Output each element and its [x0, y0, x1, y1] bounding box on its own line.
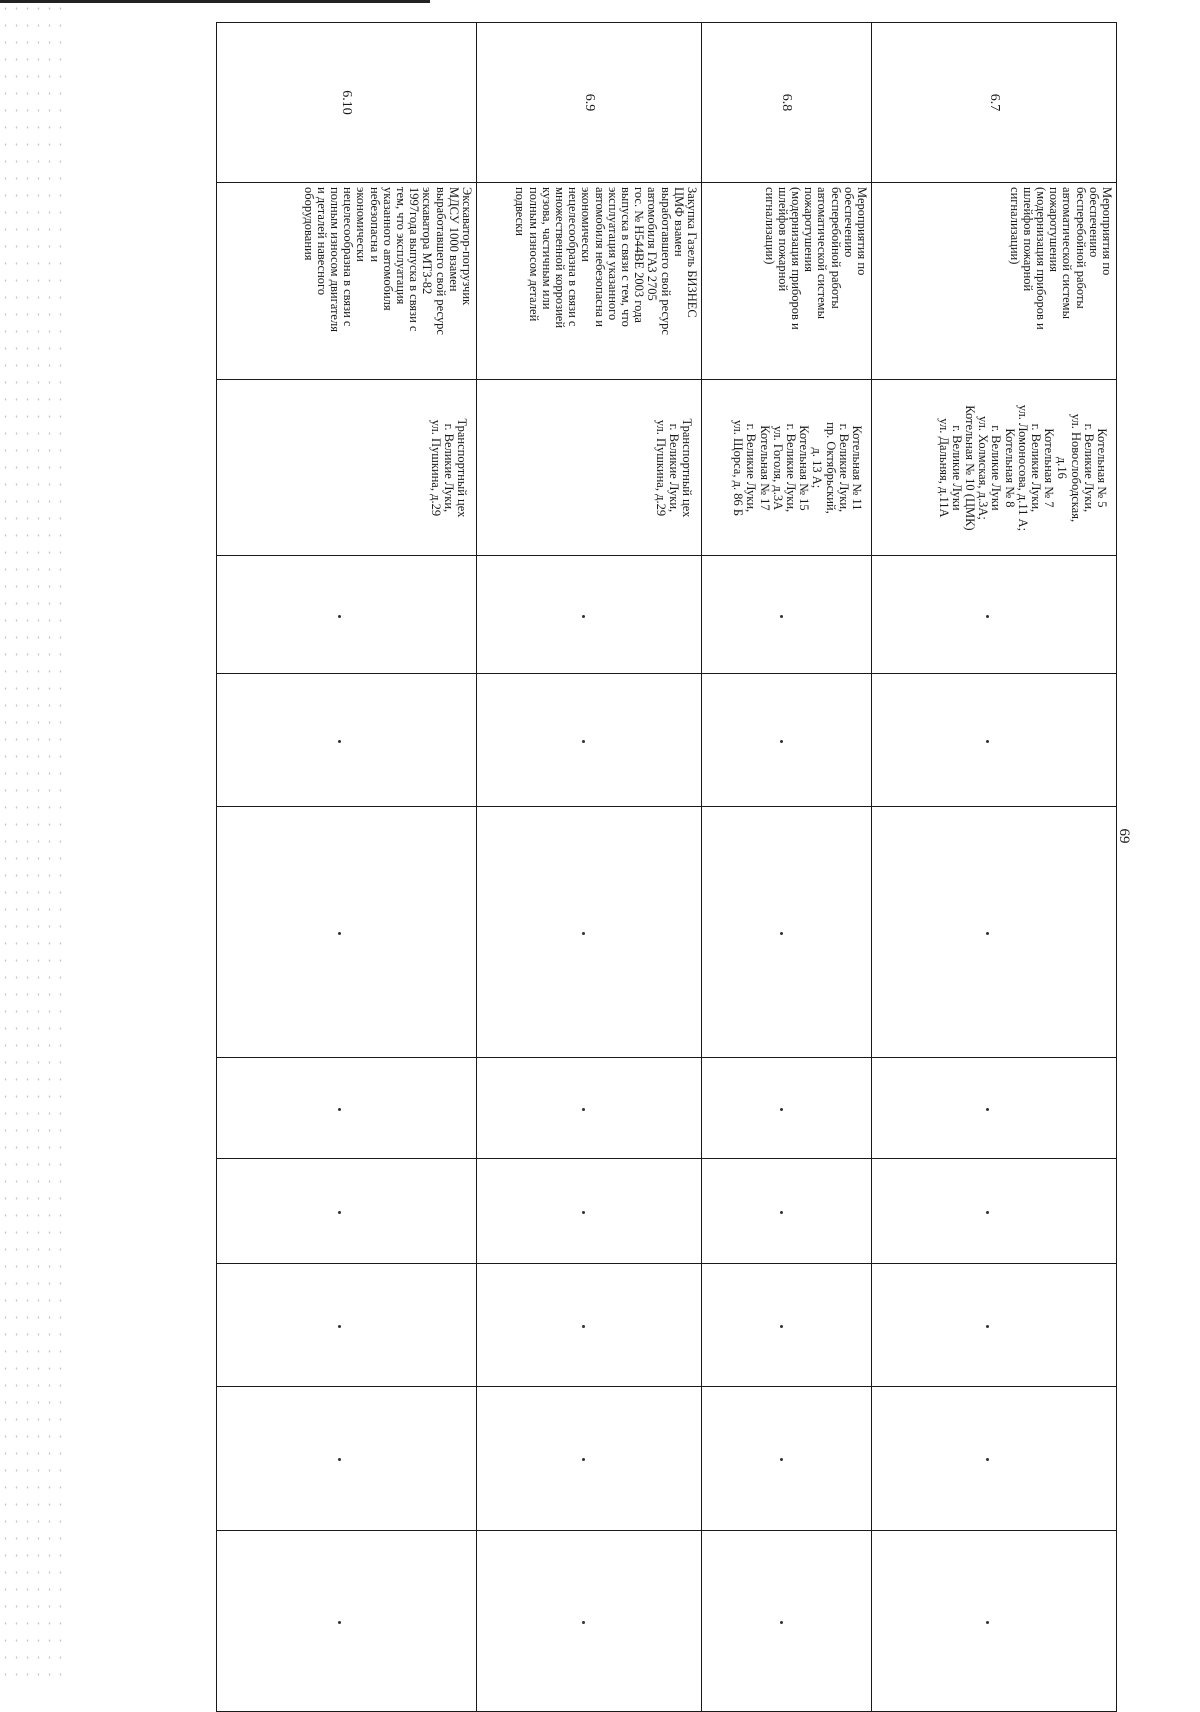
- empty-cell: [217, 807, 477, 1058]
- empty-cell: [872, 1159, 1117, 1264]
- empty-cell: [477, 1263, 702, 1386]
- empty-cell: [872, 556, 1117, 673]
- scan-edge-line: [0, 0, 430, 3]
- empty-cell: [702, 1263, 872, 1386]
- empty-cell: [872, 1386, 1117, 1530]
- empty-cell: [477, 1386, 702, 1530]
- empty-cell: [872, 673, 1117, 806]
- table-row: [217, 23, 477, 1712]
- empty-cell: [702, 1386, 872, 1530]
- scan-noise: [0, 0, 70, 1686]
- row-number: 6.9: [477, 23, 702, 183]
- empty-cell: [477, 1159, 702, 1264]
- object-address: Котельная № 11 г. Великие Луки, пр. Октябрьский, д. 13 А; Котельная № 15 г. Великие Луки, ул. Гоголя, д.3А Котельная № 17 г. Великие Луки, ул. Щорса, д. 86 Б: [702, 380, 872, 556]
- table-row: [477, 23, 702, 1712]
- empty-cell: [702, 807, 872, 1058]
- empty-cell: [217, 556, 477, 673]
- empty-cell: [872, 1057, 1117, 1158]
- object-address: Транспортный цех г. Великие Луки, ул. Пушкина, д.29: [477, 380, 702, 556]
- empty-cell: [477, 1057, 702, 1158]
- empty-cell: [702, 556, 872, 673]
- measures-table: [216, 22, 1117, 1712]
- object-address: Транспортный цех г. Великие Луки, ул. Пушкина, д.29: [217, 380, 477, 556]
- empty-cell: [477, 673, 702, 806]
- empty-cell: [217, 673, 477, 806]
- empty-cell: [217, 1263, 477, 1386]
- page-number: 69: [1116, 828, 1132, 844]
- empty-cell: [702, 1057, 872, 1158]
- empty-cell: [872, 1530, 1117, 1711]
- empty-cell: [702, 1159, 872, 1264]
- rotated-page: [217, 22, 1117, 1712]
- empty-cell: [477, 556, 702, 673]
- empty-cell: [217, 1159, 477, 1264]
- empty-cell: [217, 1057, 477, 1158]
- empty-cell: [872, 1263, 1117, 1386]
- measure-description: Мероприятия по обеспечению бесперебойной работы автоматической системы пожаротушения (модернизация приборов и шлейфов пожарной сигнализации): [702, 183, 872, 380]
- empty-cell: [702, 1530, 872, 1711]
- table-row: [872, 23, 1117, 1712]
- row-number: 6.8: [702, 23, 872, 183]
- empty-cell: [872, 807, 1117, 1058]
- empty-cell: [477, 1530, 702, 1711]
- row-number: 6.10: [217, 23, 477, 183]
- empty-cell: [477, 807, 702, 1058]
- object-address: Котельная № 5 г. Великие Луки, ул. Новослободская, д.16 Котельная № 7 г. Великие Луки, ул. Ломоносова, д.11 А; Котельная № 8 г. Великие Луки ул. Холмская, д.3А; Котельная № 10 (ЦМК) г. Великие Луки ул. Дальняя, д.11А: [872, 380, 1117, 556]
- empty-cell: [702, 673, 872, 806]
- empty-cell: [217, 1530, 477, 1711]
- empty-cell: [217, 1386, 477, 1530]
- table-row: [702, 23, 872, 1712]
- measure-description: Мероприятия по обеспечению бесперебойной работы автоматической системы пожаротушения (модернизация приборов и шлейфов пожарной сигнализации): [872, 183, 1117, 380]
- measure-description: Экскаватор-погрузчик МДСУ 1000 взамен выработавшего свой ресурс экскаватора МТЗ-82 1997года выпуска в связи с тем, что эксплуатация указанного автомобиля небезопасна и экономически нецелесообразна в связи с полным износом двигателя и деталей навесного оборудования: [217, 183, 477, 380]
- row-number: 6.7: [872, 23, 1117, 183]
- measure-description: Закупка Газель БИЗНЕС ЦМФ взамен выработавшего свой ресурс автомобиля ГАЗ 2705 гос. № Н544ВЕ 2003 года выпуска в связи с тем, что эксплуатация указанного автомобиля небезопасна и экономически нецелесообразна в связи с множественной коррозией кузова, частичным или полным износом деталей подвески: [477, 183, 702, 380]
